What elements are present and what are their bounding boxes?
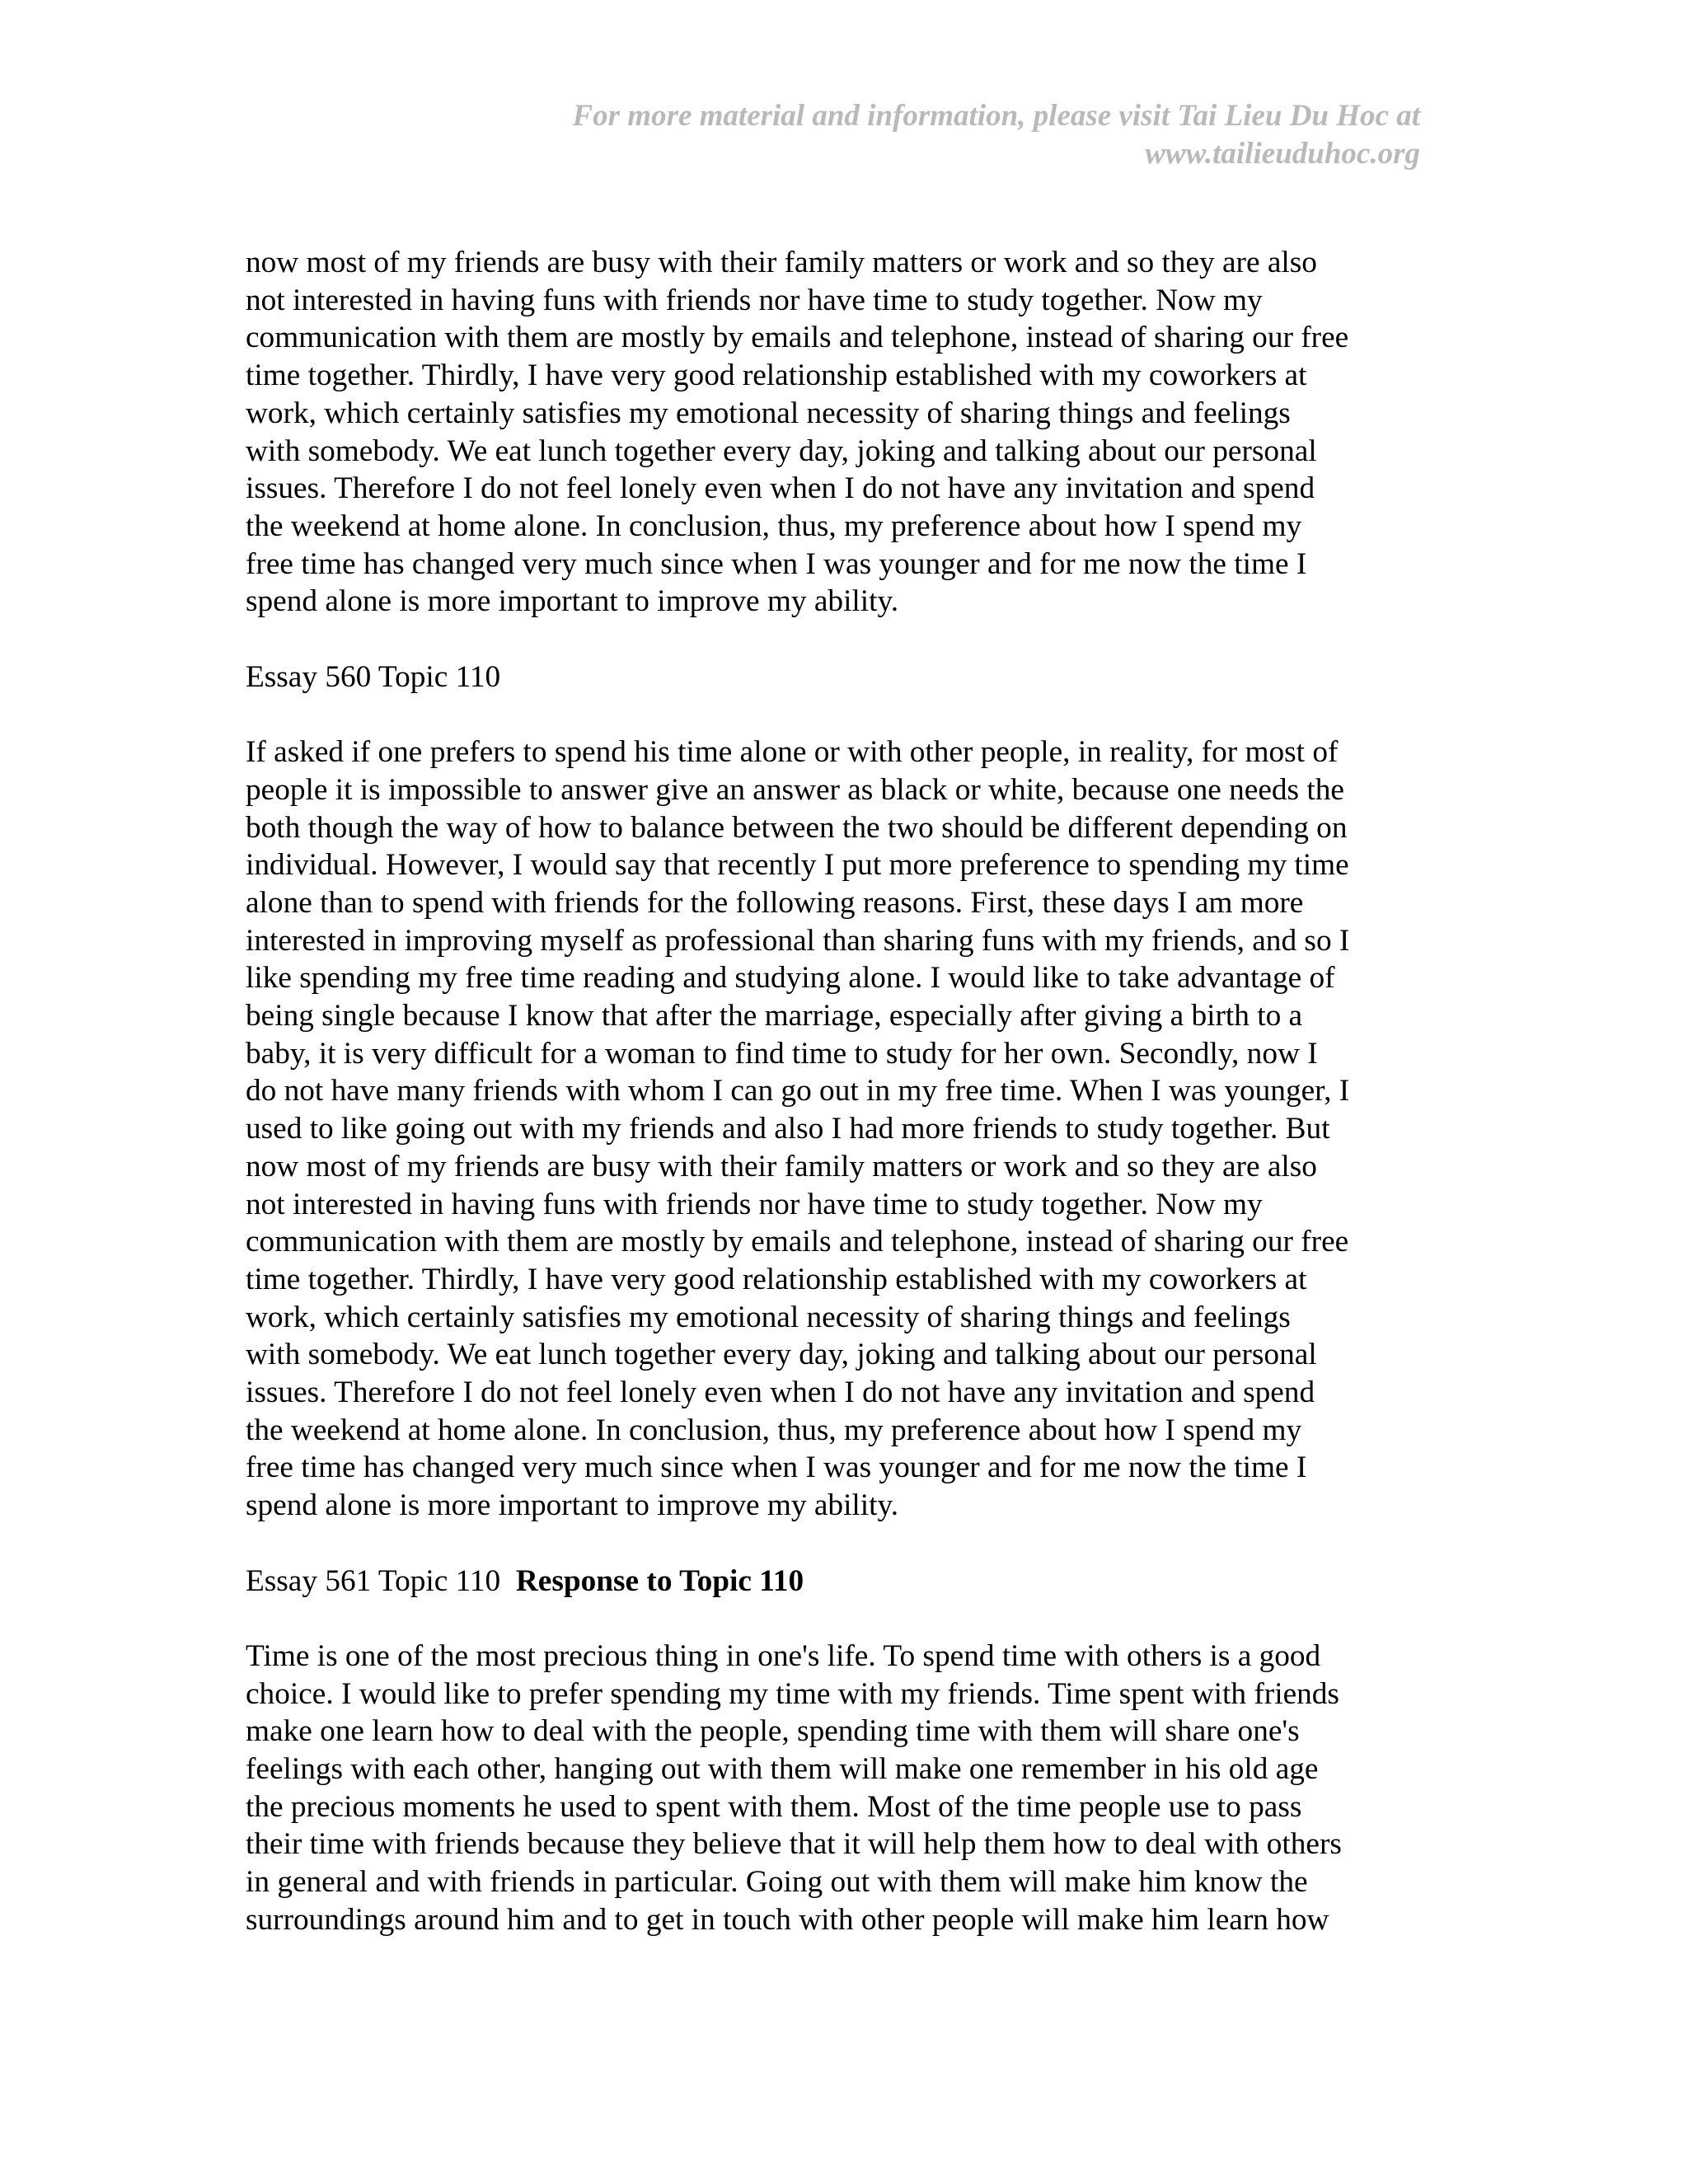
essay-560-paragraph [246,733,1432,1525]
text-line: communication with them are mostly by emails and telephone, instead of sharing our free [246,1225,1349,1259]
text-line: free time has changed very much since when I was younger and for me now the time I [246,1451,1307,1485]
text-line: work, which certainly satisfies my emotional necessity of sharing things and feelings [246,396,1291,430]
essay-561-heading-prefix: Essay 561 Topic 110 [246,1563,501,1598]
text-line: now most of my friends are busy with their family matters or work and so they are also [246,246,1317,279]
text-line: being single because I know that after the marriage, especially after giving a birth to a [246,999,1303,1033]
paragraph-gap [246,1525,1432,1563]
essay-560-heading: Essay 560 Topic 110 [246,659,501,694]
text-line: individual. However, I would say that recently I put more preference to spending my time [246,848,1349,883]
document-body [246,244,1432,1939]
text-line: like spending my free time reading and studying alone. I would like to take advantage of [246,961,1335,996]
text-line: spend alone is more important to improve my ability. [246,584,899,619]
header-line-1: For more material and information, please visit Tai Lieu Du Hoc at [572,99,1420,133]
paragraph-gap [246,696,1432,733]
text-line: in general and with friends in particular. Going out with them will make him know the [246,1865,1308,1900]
text-line: with somebody. We eat lunch together every day, joking and talking about our personal [246,1338,1317,1372]
text-line: time together. Thirdly, I have very good relationship established with my coworkers at [246,1262,1307,1296]
essay-561-heading-title: Response to Topic 110 [515,1563,804,1598]
text-line: the weekend at home alone. In conclusion, thus, my preference about how I spend my [246,1413,1302,1447]
text-line: the weekend at home alone. In conclusion, thus, my preference about how I spend my [246,509,1302,543]
text-line: not interested in having funs with friends nor have time to study together. Now my [246,283,1263,317]
paragraph-gap [246,1600,1432,1638]
text-line: with somebody. We eat lunch together every day, joking and talking about our personal [246,434,1317,468]
text-line: time together. Thirdly, I have very good relationship established with my coworkers at [246,359,1307,393]
text-line: the precious moments he used to spent with them. Most of the time people use to pass [246,1789,1302,1824]
text-line: feelings with each other, hanging out with them will make one remember in his old age [246,1752,1319,1787]
text-line: do not have many friends with whom I can go out in my free time. When I was younger, I [246,1074,1350,1108]
text-line: baby, it is very difficult for a woman to find time to study for her own. Secondly, now I [246,1036,1318,1071]
text-line: spend alone is more important to improve my ability. [246,1488,899,1523]
text-line: issues. Therefore I do not feel lonely even when I do not have any invitation and spend [246,1376,1315,1410]
paragraph-continued [246,244,1432,621]
text-line: people it is impossible to answer give an answer as black or white, because one needs the [246,772,1344,807]
text-line: not interested in having funs with friends nor have time to study together. Now my [246,1187,1263,1221]
text-line: both though the way of how to balance between the two should be different depending on [246,810,1348,845]
text-line: free time has changed very much since when I was younger and for me now the time I [246,546,1307,581]
text-line: Time is one of the most precious thing in one's life. To spend time with others is a good [246,1638,1321,1673]
page-header-watermark [266,97,1420,173]
text-line: If asked if one prefers to spend his time alone or with other people, in reality, for most of [246,735,1339,770]
header-line-2: www.tailieuduhoc.org [1145,137,1420,171]
paragraph-gap [246,621,1432,658]
text-line: work, which certainly satisfies my emotional necessity of sharing things and feelings [246,1300,1291,1334]
essay-561-heading [246,1563,1432,1601]
text-line: interested in improving myself as professional than sharing funs with my friends, and so I [246,923,1350,958]
text-line: alone than to spend with friends for the following reasons. First, these days I am more [246,885,1304,920]
text-line: their time with friends because they believe that it will help them how to deal with others [246,1827,1342,1862]
text-line: surroundings around him and to get in touch with other people will make him learn how [246,1902,1329,1937]
text-line: communication with them are mostly by emails and telephone, instead of sharing our free [246,321,1349,355]
text-line: choice. I would like to prefer spending my time with my friends. Time spent with friends [246,1676,1339,1711]
text-line: issues. Therefore I do not feel lonely even when I do not have any invitation and spend [246,471,1315,506]
essay-561-paragraph [246,1638,1432,1939]
text-line: now most of my friends are busy with their family matters or work and so they are also [246,1149,1317,1183]
text-line: make one learn how to deal with the people, spending time with them will share one's [246,1714,1300,1749]
text-line: used to like going out with my friends and also I had more friends to study together. But [246,1112,1330,1146]
